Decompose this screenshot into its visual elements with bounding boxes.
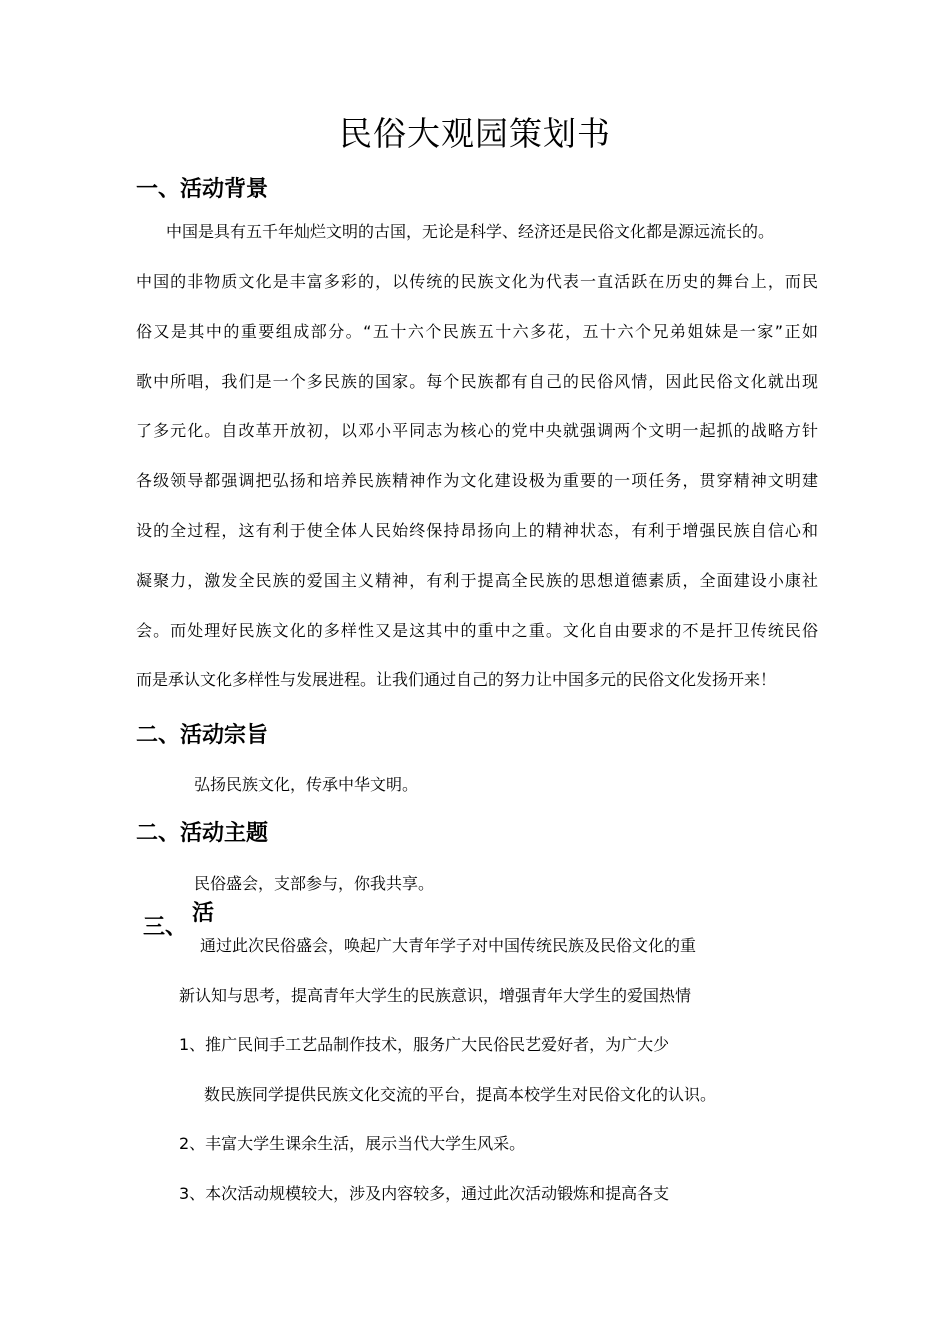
section-heading-theme: 二、活动主题 (136, 821, 269, 846)
paragraph-line: 设的全过程，这有利于使全体人民始终保持昂扬向上的精神状态，有利于增强民族自信心和 (136, 521, 818, 540)
objective-line: 通过此次民俗盛会，唤起广大青年学子对中国传统民族及民俗文化的重 (200, 936, 697, 955)
paragraph-line: 而是承认文化多样性与发展进程。让我们通过自己的努力让中国多元的民俗文化发扬开来！ (136, 670, 777, 689)
objective-line: 3、本次活动规模较大，涉及内容较多，通过此次活动锻炼和提高各支 (179, 1184, 670, 1203)
theme-text: 民俗盛会，支部参与，你我共享。 (194, 874, 435, 893)
objective-line: 数民族同学提供民族文化交流的平台，提高本校学生对民俗文化的认识。 (204, 1085, 717, 1104)
section-heading-purpose: 二、活动宗旨 (136, 723, 269, 748)
objective-line: 2、丰富大学生课余生活，展示当代大学生风采。 (179, 1134, 526, 1153)
paragraph-line: 歌中所唱，我们是一个多民族的国家。每个民族都有自己的民俗风情，因此民俗文化就出现 (136, 372, 818, 391)
section-heading-fragment-number: 三、 (143, 915, 188, 940)
paragraph-line: 各级领导都强调把弘扬和培养民族精神作为文化建设极为重要的一项任务，贯穿精神文明建 (136, 471, 818, 490)
paragraph-line: 凝聚力，激发全民族的爱国主义精神，有利于提高全民族的思想道德素质，全面建设小康社 (136, 571, 818, 590)
paragraph-line: 中国的非物质文化是丰富多彩的，以传统的民族文化为代表一直活跃在历史的舞台上，而民 (136, 272, 818, 291)
document-title: 民俗大观园策划书 (339, 114, 611, 153)
section-heading-fragment-text: 活 (192, 901, 215, 926)
paragraph-line: 中国是具有五千年灿烂文明的古国，无论是科学、经济还是民俗文化都是源远流长的。 (166, 222, 775, 241)
objective-line: 新认知与思考，提高青年大学生的民族意识，增强青年大学生的爱国热情 (179, 986, 692, 1005)
objective-line: 1、推广民间手工艺品制作技术，服务广大民俗民艺爱好者，为广大少 (179, 1035, 670, 1054)
purpose-text: 弘扬民族文化，传承中华文明。 (194, 775, 419, 794)
paragraph-line: 会。而处理好民族文化的多样性又是这其中的重中之重。文化自由要求的不是扞卫传统民俗 (136, 621, 818, 640)
section-heading-background: 一、活动背景 (136, 177, 269, 202)
paragraph-line: 俗又是其中的重要组成部分。“五十六个民族五十六多花，五十六个兄弟姐妹是一家”正如 (136, 322, 818, 341)
paragraph-line: 了多元化。自改革开放初，以邓小平同志为核心的党中央就强调两个文明一起抓的战略方针 (136, 421, 818, 440)
